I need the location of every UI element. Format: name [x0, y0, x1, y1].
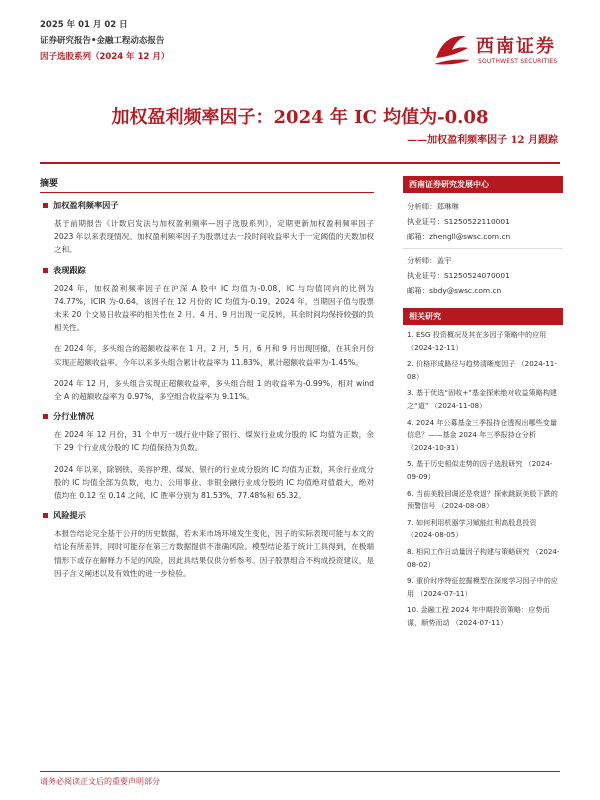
- related-research-item[interactable]: 7. 如何利用机器学习赋能红利高股息投资 （2024-08-05）: [407, 517, 537, 540]
- analyst-block: [403, 253, 563, 298]
- abstract-heading: 摘要: [40, 179, 59, 189]
- section-title: 分行业情况: [53, 411, 94, 422]
- related-research-item[interactable]: 8. 相同工作日动量因子构建与策略研究 （2024-08-02）: [407, 546, 560, 569]
- footer-divider: [40, 771, 560, 772]
- abstract-column: [40, 176, 374, 588]
- related-research-item[interactable]: 10. 金融工程 2024 年中期投资策略：应势而谋，顺势而动 （2024-07-11）: [407, 605, 550, 627]
- section-heading: [40, 200, 374, 211]
- related-research-heading: 相关研究: [403, 308, 563, 325]
- related-research-item[interactable]: 3. 基于优选“固收+”基金探索绝对收益策略构建之“道” （2024-11-08）: [407, 388, 558, 410]
- analyst-divider: [403, 248, 563, 249]
- related-research-item[interactable]: 1. ESG 投资概况及其在多因子策略中的应用 （2024-12-11）: [407, 330, 547, 352]
- paragraph: 2024 年以来，除钢铁、美容护理、煤炭、银行的行业成分股的 IC 均值为正数，其余行业成分股的 IC 均值全部为负数，电力、公用事业、非银金融行业成分股的 IC 均值绝对值最大，绝对值均在 0.12 至 0.14 之间，IC 胜率分别为 81.53%、77.48%和 65.32。: [54, 464, 374, 501]
- report-series: 因子选股系列（2024 年 12 月）: [40, 52, 170, 62]
- square-bullet-icon: [43, 268, 48, 273]
- report-date: 2025 年 01 月 02 日: [40, 20, 128, 30]
- section-heading: [40, 411, 374, 422]
- analyst-email[interactable]: 邮箱：zhengll@swsc.com.cn: [407, 232, 511, 241]
- logo-name-en: SOUTHWEST SECURITIES: [478, 58, 558, 65]
- analyst-name: 分析师：郑琳琳: [407, 202, 459, 211]
- paragraph: 本报告结论完全基于公开的历史数据，若未来市场环境发生变化，因子的实际表现可能与本文的结论有所差异，同时可能存在第三方数据提供不准确风险。模型结论基于统计工具得到，在极端情形下或存在解释力不足的风险，因此具结果仅供分析参考。因子股票组合不构成投资建议，是因子含义阐述以及有效性的进一步检验。: [54, 529, 374, 578]
- square-bullet-icon: [43, 513, 48, 518]
- paragraph: 在 2024 年 12 月份，31 个申万一级行业中除了银行、煤炭行业成分股的 IC 均值为正数，余下 29 个行业成分股的 IC 均值保持为负数。: [54, 430, 374, 453]
- sidebar: [403, 176, 563, 629]
- report-type: 证券研究报告•金融工程动态报告: [40, 36, 165, 46]
- analyst-license: 执业证号：S1250524070001: [407, 271, 510, 280]
- related-research-item[interactable]: 9. 重价时序特征挖掘模型在深度学习因子中的应用 （2024-07-11）: [407, 576, 558, 598]
- page-subtitle: ——加权盈利频率因子 12 月跟踪: [407, 135, 558, 146]
- square-bullet-icon: [43, 203, 48, 208]
- related-research-item[interactable]: 4. 2024 年公募基金三季报持仓透视出哪些变量信息？——基金 2024 年三季报持仓分析 （2024-10-31）: [407, 417, 557, 452]
- section-title: 风险提示: [53, 510, 86, 521]
- paragraph: 2024 年，加权盈利频率因子在沪深 A 股中 IC 均值为-0.08，IC 与均值同向的比例为 74.77%，ICIR 为-0.64。该因子在 12 月份的 IC 均值为-0.19。2024 年，当期因子值与股票未来 20 个交易日收益率的相关性在 2 月、4 月、9 月出现一定反转，其余时间均保持较强的负相关性。: [54, 283, 374, 333]
- section-title: 表现跟踪: [53, 264, 86, 275]
- abstract-divider: [40, 192, 374, 193]
- related-research-item[interactable]: 6. 当前美股回调还是衰退？探索跳跃美股下跌的预警信号 （2024-08-08）: [407, 488, 558, 511]
- section-heading: [40, 265, 374, 276]
- analyst-block: [403, 199, 563, 244]
- section-title: 加权盈利频率因子: [53, 200, 119, 210]
- related-research-item[interactable]: 5. 基于历史相似走势的因子选股研究 （2024-09-09）: [407, 459, 553, 481]
- title-divider: [40, 162, 560, 164]
- square-bullet-icon: [43, 414, 48, 419]
- related-research-item[interactable]: 2. 价格形成路径与趋势清晰度因子 （2024-11-08）: [407, 359, 557, 381]
- paragraph: 2024 年 12 月，多头组合实现正超额收益率，多头组合组 1 的收益率为-0.99%，相对 wind 全 A 的超额收益率为 0.97%，多空组合收益率为 9.11%。: [54, 378, 374, 402]
- logo-name-cn: 西南证券: [476, 36, 556, 57]
- paragraph: 在 2024 年，多头组合的超额收益率在 1 月，2 月，5 月，6 月和 9 月出现回撤，在其余月份实现正超额收益率。今年以来多头组合累计收益率为 11.83%，累计超额收益率为-1.45%。: [54, 344, 374, 367]
- paragraph: 基于前期报告《计数启发法与加权盈利频率—因子选股系列》，定期更新加权盈利频率因子 2023 年以来表现情况。加权盈利频率因子为股票过去一段时间收益率大于一定阈值的天数加权之和。: [54, 219, 374, 255]
- analyst-email[interactable]: 邮箱：sbdy@swsc.com.cn: [407, 286, 502, 295]
- section-heading: [40, 510, 374, 521]
- research-center-heading: 西南证券研究发展中心: [403, 176, 563, 193]
- analyst-license: 执业证号：S1250522110001: [407, 217, 510, 226]
- logo-emblem-icon: [430, 28, 474, 70]
- page-title: 加权盈利频率因子：2024 年 IC 均值为-0.08: [111, 107, 489, 128]
- analyst-name: 分析师：盖宇: [407, 256, 452, 265]
- company-logo: [430, 28, 560, 72]
- footer-disclaimer: 请务必阅读正文后的重要声明部分: [40, 777, 160, 786]
